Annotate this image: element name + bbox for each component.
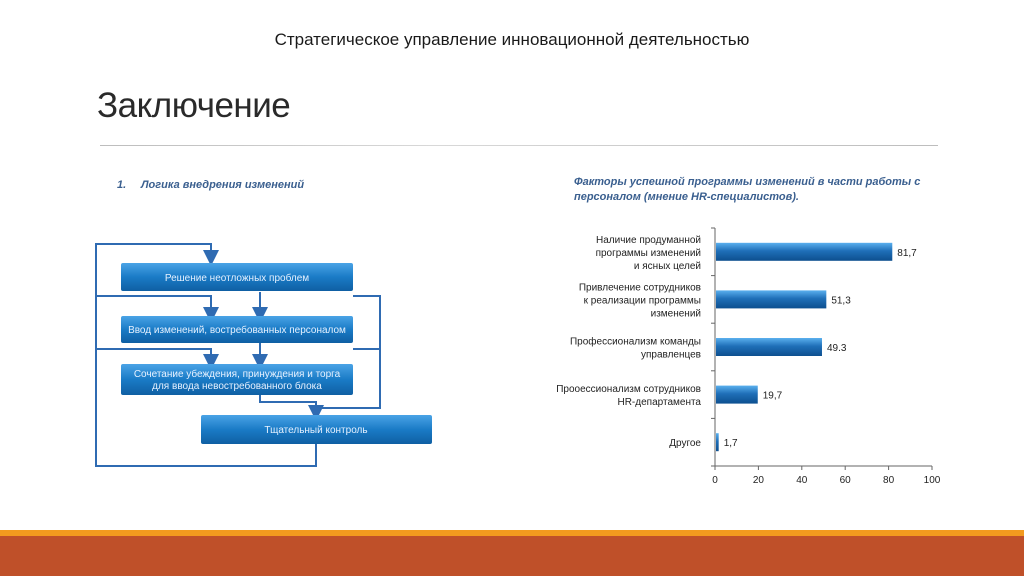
flow-caption-number: 1.: [117, 179, 127, 191]
footer-band: [0, 536, 1024, 576]
chart-category-label: Другое: [669, 438, 701, 450]
chart-x-tick-label: 80: [883, 475, 895, 486]
presentation-title: Стратегическое управление инновационной деятельностью: [274, 30, 750, 49]
chart-caption: Факторы успешной программы изменений в части работы с персоналом (мнение HR-специалистов).: [574, 176, 921, 203]
chart-bar: [716, 338, 822, 356]
chart-x-tick-label: 60: [839, 475, 851, 486]
chart-value-label: 19,7: [762, 390, 783, 402]
chart-x-tick-label: 100: [923, 475, 941, 486]
flow-box-urgent-problems-label: Решение неотложных проблем: [164, 273, 310, 284]
chart-value-label: 49.3: [826, 343, 847, 354]
chart-value-label: 51,3: [831, 295, 851, 307]
chart-x-tick-label: 40: [796, 475, 808, 486]
chart-category-label: изменений: [650, 308, 701, 320]
flow-box-careful-control-label: Тщательный контроль: [264, 425, 368, 436]
flow-caption-text: Логика внедрения изменений: [141, 179, 305, 191]
chart-category-label: и ясных целей: [633, 260, 701, 272]
chart-category-label: HR-департамента: [617, 397, 701, 409]
flow-box-persuasion-line2: для ввода невостребованного блока: [152, 381, 322, 392]
chart-category-label: программы изменений: [595, 247, 701, 259]
slide-title: Заключение: [97, 86, 291, 125]
flow-box-requested-changes-label: Ввод изменений, востребованных персоналом: [128, 325, 346, 336]
chart-category-label: Привлечение сотрудников: [578, 282, 701, 294]
chart-x-tick-label: 0: [712, 475, 718, 486]
chart-bar: [716, 433, 719, 451]
chart-x-tick-label: 20: [752, 475, 764, 486]
chart-category-label: к реализации программы: [583, 295, 701, 307]
chart-category-label: управленцев: [640, 349, 701, 361]
chart-category-label: Профессионализм команды: [569, 336, 701, 348]
chart-bar: [716, 290, 826, 308]
chart-bar: [716, 243, 892, 261]
flow-box-persuasion-line1: Сочетание убеждения, принуждения и торга: [133, 369, 341, 380]
chart-value-label: 81,7: [897, 247, 917, 259]
chart-category-label: Прооессионализм сотрудников: [556, 384, 701, 396]
chart-bar: [716, 386, 758, 404]
chart-value-label: 1,7: [723, 438, 738, 450]
chart-category-label: Наличие продуманной: [595, 234, 701, 246]
